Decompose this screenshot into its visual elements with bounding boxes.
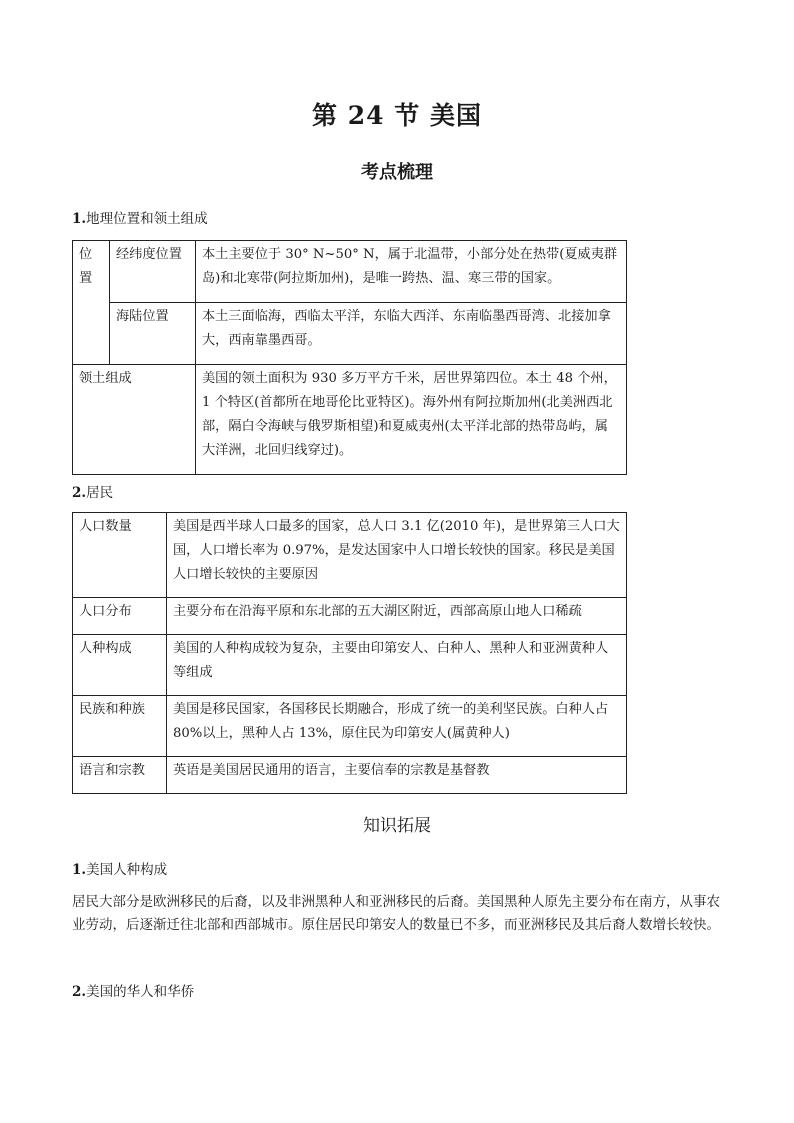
row-label: 经纬度位置 — [110, 241, 196, 303]
table-row — [73, 303, 627, 365]
knowledge-item2-number: 2. — [72, 984, 87, 1000]
table-row — [73, 365, 627, 475]
row-content: 美国的领土面积为 930 多万平方千米，居世界第四位。本土 48 个州，1 个特区(首都所在地哥伦比亚特区)。海外州有阿拉斯加州(北美洲西北部，隔白令海峡与俄罗斯相望)和夏威夷州(太平洋北部的热带岛屿，属大洋洲，北回归线穿过)。 — [196, 365, 627, 475]
row-content: 本土三面临海，西临太平洋，东临大西洋、东南临墨西哥湾、北接加拿大，西南靠墨西哥。 — [196, 303, 627, 365]
row-content: 本土主要位于 30° N~50° N，属于北温带，小部分处在热带(夏威夷群岛)和北寒带(阿拉斯加州)，是唯一跨热、温、寒三带的国家。 — [196, 241, 627, 303]
knowledge-item1-paragraph: 居民大部分是欧洲移民的后裔，以及非洲黑种人和亚洲移民的后裔。美国黑种人原先主要分布在南方，从事农业劳动，后逐渐迁往北部和西部城市。原住居民印第安人的数量已不多，而亚洲移民及其后裔人数增长较快。 — [72, 894, 720, 933]
table-row — [73, 635, 627, 696]
section1-number: 1. — [72, 211, 87, 227]
row-content: 美国是西半球人口最多的国家，总人口 3.1 亿(2010 年)，是世界第三人口大国，人口增长率为 0.97%，是发达国家中人口增长较快的国家。移民是美国人口增长较快的主要原因 — [167, 513, 627, 598]
knowledge-title: 知识拓展 — [363, 816, 431, 836]
knowledge-item1-heading — [72, 858, 167, 878]
row-label: 人种构成 — [73, 635, 167, 696]
row-content: 主要分布在沿海平原和东北部的五大湖区附近，西部高原山地人口稀疏 — [167, 598, 627, 635]
knowledge-item1-number: 1. — [72, 862, 87, 878]
knowledge-item2-heading-text: 美国的华人和华侨 — [86, 984, 195, 1000]
row-label: 领土组成 — [73, 365, 196, 475]
row-content: 英语是美国居民通用的语言，主要信奉的宗教是基督教 — [167, 757, 627, 794]
row-content: 美国是移民国家，各国移民长期融合，形成了统一的美利坚民族。白种人占 80%以上，黑种人占 13%，原住民为印第安人(属黄种人) — [167, 696, 627, 757]
table-row — [73, 757, 627, 794]
location-label-cell: 位 置 — [73, 241, 110, 365]
row-label: 海陆位置 — [110, 303, 196, 365]
section2-heading-text: 居民 — [86, 485, 114, 501]
row-label: 民族和种族 — [73, 696, 167, 757]
section-subtitle: 考点梳理 — [361, 162, 433, 183]
location-territory-table — [72, 240, 627, 475]
table-row — [73, 513, 627, 598]
section1-heading — [72, 207, 208, 227]
population-table — [72, 512, 627, 794]
page-title: 第 24 节 美国 — [312, 101, 482, 130]
row-label: 人口数量 — [73, 513, 167, 598]
table-row — [73, 696, 627, 757]
section1-heading-text: 地理位置和领土组成 — [86, 211, 208, 227]
table-row — [73, 598, 627, 635]
section2-heading — [72, 481, 113, 501]
knowledge-item2-heading — [72, 980, 194, 1000]
section2-number: 2. — [72, 485, 87, 501]
table-row — [73, 241, 627, 303]
row-label: 人口分布 — [73, 598, 167, 635]
row-content: 美国的人种构成较为复杂，主要由印第安人、白种人、黑种人和亚洲黄种人等组成 — [167, 635, 627, 696]
knowledge-item1-heading-text: 美国人种构成 — [86, 862, 168, 878]
row-label: 语言和宗教 — [73, 757, 167, 794]
